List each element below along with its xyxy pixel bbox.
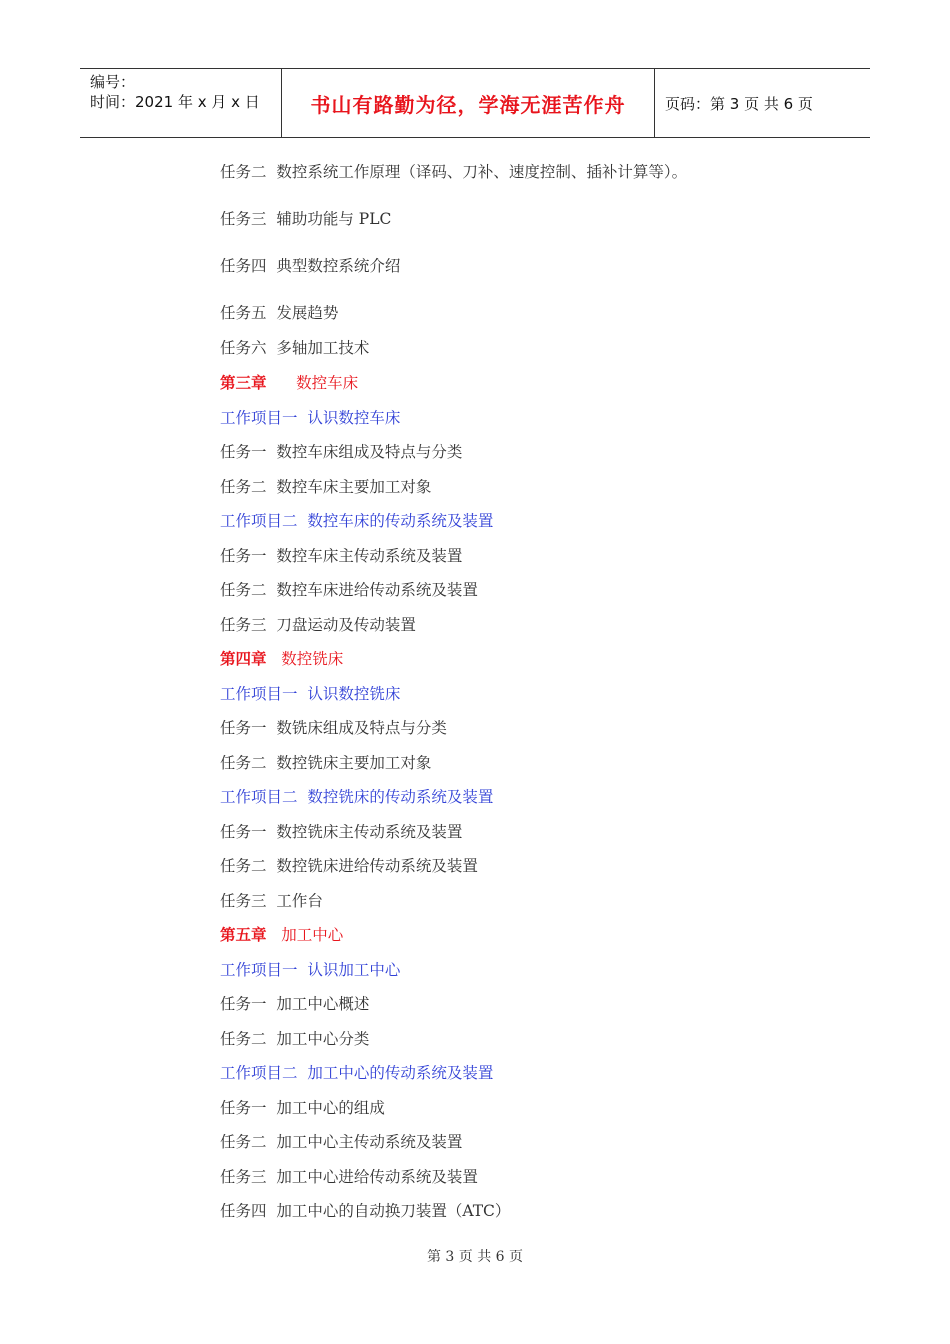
toc-project-title: 数控车床的传动系统及装置 [307,512,494,530]
toc-task-line [220,256,400,276]
toc-project-line [220,960,400,980]
toc-project-label: 工作项目一 [220,409,298,427]
toc-task-label: 任务三 [220,1168,267,1186]
toc-task-title: 数控车床主传动系统及装置 [276,547,463,565]
toc-task-label: 任务一 [220,1099,267,1117]
toc-task-line [220,718,447,738]
toc-task-label: 任务二 [220,478,267,496]
toc-project-title: 数控铣床的传动系统及装置 [307,788,494,806]
toc-task-line [220,753,431,773]
toc-task-title: 典型数控系统介绍 [276,257,401,275]
toc-task-title: 加工中心的自动换刀装置（ATC） [276,1202,511,1220]
toc-task-label: 任务二 [220,163,267,181]
toc-chapter-label: 第四章 [220,650,267,668]
document-header [80,68,870,138]
toc-task-title: 发展趋势 [276,304,339,322]
toc-task-line [220,615,416,635]
toc-task-line [220,1098,385,1118]
toc-project-label: 工作项目二 [220,512,298,530]
toc-project-title: 认识数控铣床 [307,685,401,703]
toc-task-title: 加工中心分类 [276,1030,370,1048]
toc-task-label: 任务三 [220,210,267,228]
toc-project-line [220,787,493,807]
toc-project-line [220,684,400,704]
toc-task-title: 加工中心主传动系统及装置 [276,1133,463,1151]
toc-task-title: 加工中心进给传动系统及装置 [276,1168,478,1186]
toc-task-line [220,580,478,600]
toc-project-title: 认识数控车床 [307,409,401,427]
toc-project-label: 工作项目二 [220,1064,298,1082]
toc-task-title: 辅助功能与 PLC [276,210,392,228]
toc-task-label: 任务四 [220,1202,267,1220]
toc-task-title: 数控铣床主传动系统及装置 [276,823,463,841]
toc-chapter-line [220,373,358,393]
toc-project-line [220,511,493,531]
toc-task-title: 数控铣床进给传动系统及装置 [276,857,478,875]
toc-task-title: 数控车床进给传动系统及装置 [276,581,478,599]
toc-task-line [220,162,687,182]
toc-task-label: 任务一 [220,719,267,737]
toc-task-label: 任务三 [220,616,267,634]
toc-task-title: 刀盘运动及传动装置 [276,616,416,634]
header-motto: 书山有路勤为径，学海无涯苦作舟 [310,92,626,117]
toc-task-title: 数铣床组成及特点与分类 [276,719,447,737]
toc-task-line [220,338,369,358]
toc-task-label: 任务一 [220,823,267,841]
toc-task-label: 任务二 [220,1030,267,1048]
document-number-label: 编号： [90,73,136,91]
toc-task-line [220,442,462,462]
toc-task-label: 任务一 [220,995,267,1013]
toc-task-label: 任务三 [220,892,267,910]
toc-project-title: 加工中心的传动系统及装置 [307,1064,494,1082]
toc-task-line [220,477,431,497]
toc-project-line [220,408,400,428]
toc-chapter-line [220,649,343,669]
toc-project-label: 工作项目二 [220,788,298,806]
toc-task-title: 多轴加工技术 [276,339,370,357]
toc-task-line [220,209,391,229]
toc-task-label: 任务二 [220,1133,267,1151]
toc-task-label: 任务六 [220,339,267,357]
toc-task-label: 任务二 [220,581,267,599]
toc-task-label: 任务五 [220,304,267,322]
toc-task-label: 任务二 [220,857,267,875]
toc-task-title: 加工中心概述 [276,995,370,1013]
toc-task-title: 工作台 [276,892,323,910]
toc-project-label: 工作项目一 [220,685,298,703]
toc-task-title: 数控车床组成及特点与分类 [276,443,463,461]
toc-task-line [220,856,478,876]
header-motto-cell [282,69,655,137]
toc-task-title: 数控车床主要加工对象 [276,478,432,496]
toc-chapter-title: 加工中心 [281,926,344,944]
toc-project-title: 认识加工中心 [307,961,401,979]
toc-task-line [220,546,462,566]
header-meta [80,69,282,137]
toc-chapter-line [220,925,343,945]
toc-task-title: 加工中心的组成 [276,1099,385,1117]
toc-task-label: 任务一 [220,547,267,565]
toc-task-line [220,303,338,323]
page-footer: 第 3 页 共 6 页 [426,1249,524,1265]
toc-task-line [220,891,323,911]
toc-task-title: 数控铣床主要加工对象 [276,754,432,772]
toc-chapter-label: 第五章 [220,926,267,944]
toc-task-line [220,1029,369,1049]
header-page-info: 页码：第 3 页 共 6 页 [665,94,813,113]
toc-chapter-title: 数控车床 [296,374,359,392]
toc-task-label: 任务二 [220,754,267,772]
toc-task-line [220,1167,478,1187]
toc-project-line [220,1063,493,1083]
toc-chapter-label: 第三章 [220,374,267,392]
document-date-label: 时间：2021 年 x 月 x 日 [90,93,260,111]
toc-task-line [220,822,462,842]
toc-task-title: 数控系统工作原理（译码、刀补、速度控制、插补计算等）。 [276,163,688,181]
toc-chapter-title: 数控铣床 [281,650,344,668]
toc-task-label: 任务一 [220,443,267,461]
toc-task-label: 任务四 [220,257,267,275]
toc-task-line [220,994,369,1014]
toc-task-line [220,1201,510,1221]
toc-task-line [220,1132,462,1152]
toc-project-label: 工作项目一 [220,961,298,979]
